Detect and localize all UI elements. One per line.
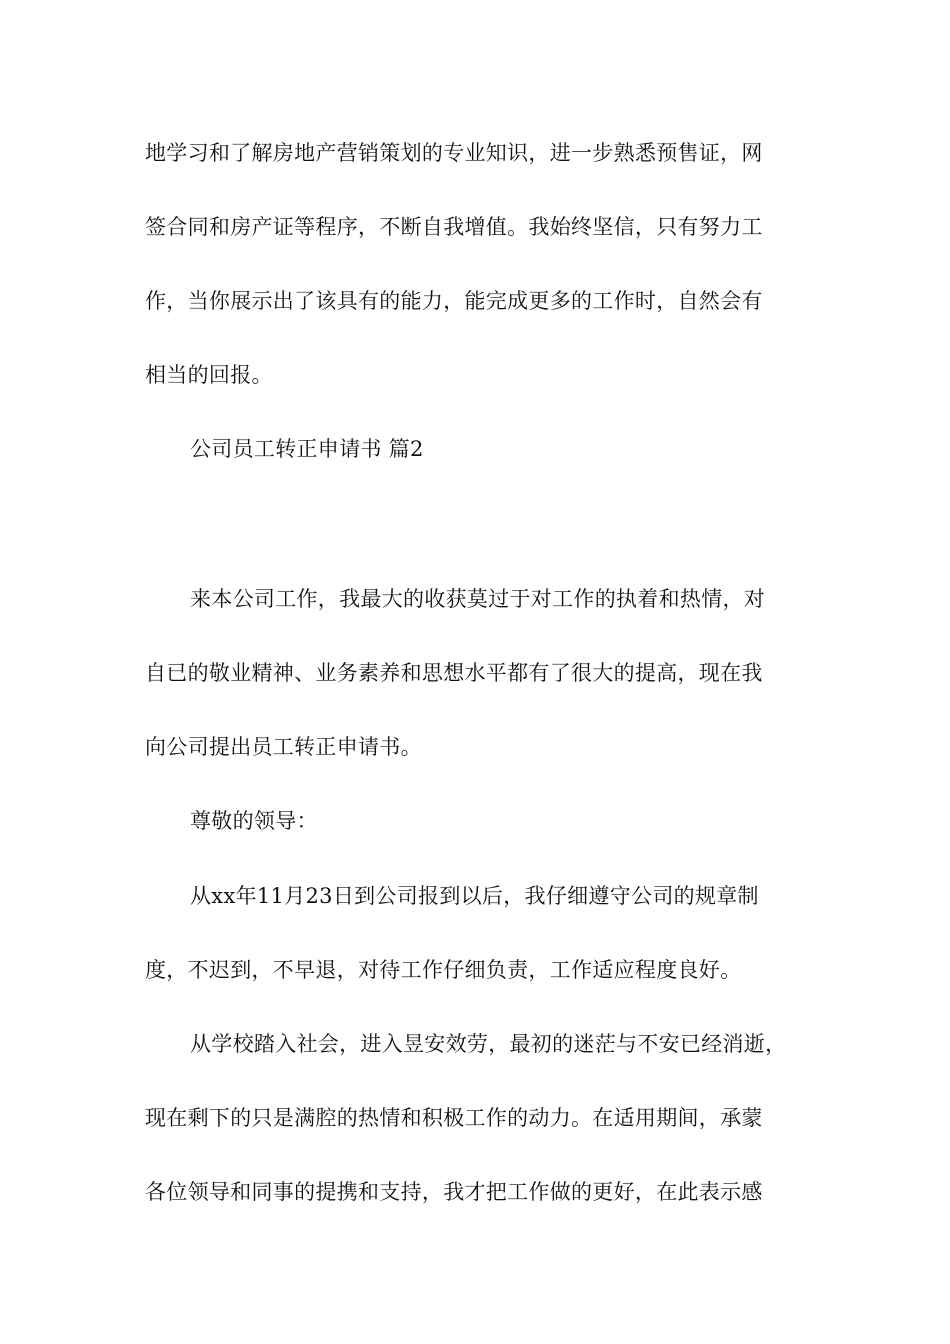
body-line: 从xx年11月23日到公司报到以后，我仔细遵守公司的规章制 bbox=[190, 884, 759, 908]
body-line: 从学校踏入社会，进入昱安效劳，最初的迷茫与不安已经消逝， bbox=[190, 1032, 787, 1056]
body-line: 作，当你展示出了该具有的能力，能完成更多的工作时，自然会有 bbox=[145, 289, 763, 313]
section-heading: 公司员工转正申请书 篇2 bbox=[190, 437, 424, 461]
body-line: 各位领导和同事的提携和支持，我才把工作做的更好，在此表示感 bbox=[145, 1180, 763, 1204]
body-line: 地学习和了解房地产营销策划的专业知识，进一步熟悉预售证，网 bbox=[145, 141, 763, 165]
body-line: 向公司提出员工转正申请书。 bbox=[145, 735, 422, 759]
salutation: 尊敬的领导： bbox=[190, 809, 318, 833]
body-line: 相当的回报。 bbox=[145, 363, 273, 387]
body-line: 自已的敬业精神、业务素养和思想水平都有了很大的提高，现在我 bbox=[145, 661, 763, 685]
body-line: 现在剩下的只是满腔的热情和积极工作的动力。在适用期间，承蒙 bbox=[145, 1106, 763, 1130]
body-line: 来本公司工作，我最大的收获莫过于对工作的执着和热情，对 bbox=[190, 587, 766, 611]
body-line: 签合同和房产证等程序，不断自我增值。我始终坚信，只有努力工 bbox=[145, 215, 763, 239]
body-line: 度，不迟到，不早退，对待工作仔细负责，工作适应程度良好。 bbox=[145, 958, 742, 982]
